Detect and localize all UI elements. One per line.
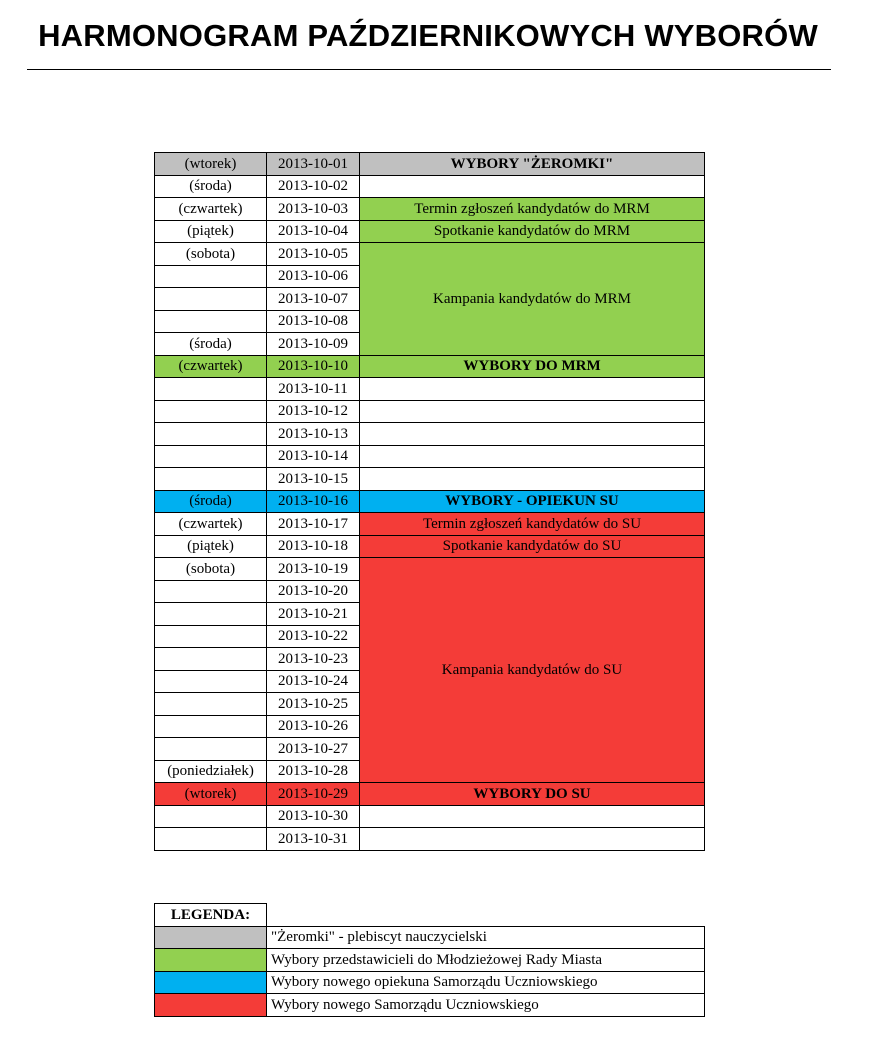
day-cell: (piątek) bbox=[155, 220, 267, 243]
date-cell: 2013-10-10 bbox=[267, 355, 360, 378]
event-cell: Termin zgłoszeń kandydatów do MRM bbox=[360, 198, 705, 221]
event-cell: Spotkanie kandydatów do SU bbox=[360, 535, 705, 558]
day-cell bbox=[155, 265, 267, 288]
day-cell bbox=[155, 828, 267, 851]
legend-row bbox=[155, 971, 705, 994]
event-cell bbox=[360, 468, 705, 491]
day-cell bbox=[155, 648, 267, 671]
day-cell bbox=[155, 423, 267, 446]
table-row bbox=[155, 468, 705, 491]
day-cell: (sobota) bbox=[155, 243, 267, 266]
date-cell: 2013-10-26 bbox=[267, 715, 360, 738]
date-cell: 2013-10-08 bbox=[267, 310, 360, 333]
event-cell: Kampania kandydatów do MRM bbox=[360, 243, 705, 356]
day-cell bbox=[155, 715, 267, 738]
table-row bbox=[155, 423, 705, 446]
legend-label: "Żeromki" - plebiscyt nauczycielski bbox=[267, 926, 705, 949]
date-cell: 2013-10-13 bbox=[267, 423, 360, 446]
date-cell: 2013-10-19 bbox=[267, 558, 360, 581]
table-row bbox=[155, 828, 705, 851]
table-row bbox=[155, 535, 705, 558]
day-cell bbox=[155, 738, 267, 761]
event-cell bbox=[360, 400, 705, 423]
title-underline bbox=[27, 69, 831, 70]
table-row bbox=[155, 558, 705, 581]
day-cell bbox=[155, 625, 267, 648]
legend-row bbox=[155, 994, 705, 1017]
event-cell: Spotkanie kandydatów do MRM bbox=[360, 220, 705, 243]
table-row bbox=[155, 355, 705, 378]
date-cell: 2013-10-16 bbox=[267, 490, 360, 513]
date-cell: 2013-10-14 bbox=[267, 445, 360, 468]
table-row bbox=[155, 378, 705, 401]
legend-label: Wybory nowego Samorządu Uczniowskiego bbox=[267, 994, 705, 1017]
event-cell: WYBORY DO MRM bbox=[360, 355, 705, 378]
legend-row bbox=[155, 949, 705, 972]
day-cell: (wtorek) bbox=[155, 783, 267, 806]
table-row bbox=[155, 400, 705, 423]
table-row bbox=[155, 198, 705, 221]
day-cell bbox=[155, 580, 267, 603]
day-cell: (środa) bbox=[155, 333, 267, 356]
table-row bbox=[155, 490, 705, 513]
day-cell bbox=[155, 310, 267, 333]
date-cell: 2013-10-05 bbox=[267, 243, 360, 266]
event-cell: WYBORY "ŻEROMKI" bbox=[360, 153, 705, 176]
legend-swatch-blue bbox=[155, 971, 267, 994]
legend-row bbox=[155, 926, 705, 949]
date-cell: 2013-10-25 bbox=[267, 693, 360, 716]
date-cell: 2013-10-04 bbox=[267, 220, 360, 243]
legend-swatch-green bbox=[155, 949, 267, 972]
event-cell: Termin zgłoszeń kandydatów do SU bbox=[360, 513, 705, 536]
event-cell: Kampania kandydatów do SU bbox=[360, 558, 705, 783]
event-cell bbox=[360, 445, 705, 468]
event-cell bbox=[360, 828, 705, 851]
day-cell bbox=[155, 400, 267, 423]
day-cell: (czwartek) bbox=[155, 355, 267, 378]
date-cell: 2013-10-27 bbox=[267, 738, 360, 761]
date-cell: 2013-10-07 bbox=[267, 288, 360, 311]
page-title: HARMONOGRAM PAŹDZIERNIKOWYCH WYBORÓW bbox=[38, 18, 818, 53]
day-cell bbox=[155, 378, 267, 401]
date-cell: 2013-10-09 bbox=[267, 333, 360, 356]
legend-table bbox=[154, 903, 705, 1017]
day-cell bbox=[155, 805, 267, 828]
legend-heading: LEGENDA: bbox=[155, 904, 267, 927]
date-cell: 2013-10-03 bbox=[267, 198, 360, 221]
date-cell: 2013-10-29 bbox=[267, 783, 360, 806]
day-cell: (poniedziałek) bbox=[155, 760, 267, 783]
date-cell: 2013-10-31 bbox=[267, 828, 360, 851]
date-cell: 2013-10-15 bbox=[267, 468, 360, 491]
date-cell: 2013-10-11 bbox=[267, 378, 360, 401]
event-cell bbox=[360, 175, 705, 198]
date-cell: 2013-10-30 bbox=[267, 805, 360, 828]
legend-label: Wybory przedstawicieli do Młodzieżowej Rady Miasta bbox=[267, 949, 705, 972]
date-cell: 2013-10-24 bbox=[267, 670, 360, 693]
date-cell: 2013-10-01 bbox=[267, 153, 360, 176]
date-cell: 2013-10-06 bbox=[267, 265, 360, 288]
date-cell: 2013-10-23 bbox=[267, 648, 360, 671]
date-cell: 2013-10-18 bbox=[267, 535, 360, 558]
day-cell bbox=[155, 603, 267, 626]
event-cell bbox=[360, 805, 705, 828]
table-row bbox=[155, 783, 705, 806]
event-cell bbox=[360, 378, 705, 401]
day-cell: (sobota) bbox=[155, 558, 267, 581]
table-row bbox=[155, 243, 705, 266]
legend-swatch-red bbox=[155, 994, 267, 1017]
day-cell: (piątek) bbox=[155, 535, 267, 558]
table-row bbox=[155, 153, 705, 176]
day-cell: (wtorek) bbox=[155, 153, 267, 176]
table-row bbox=[155, 805, 705, 828]
legend-swatch-gray bbox=[155, 926, 267, 949]
legend-header-blank bbox=[267, 904, 705, 927]
table-row bbox=[155, 220, 705, 243]
table-row bbox=[155, 445, 705, 468]
day-cell bbox=[155, 445, 267, 468]
event-cell bbox=[360, 423, 705, 446]
legend-label: Wybory nowego opiekuna Samorządu Uczniowskiego bbox=[267, 971, 705, 994]
event-cell: WYBORY - OPIEKUN SU bbox=[360, 490, 705, 513]
day-cell: (czwartek) bbox=[155, 198, 267, 221]
date-cell: 2013-10-20 bbox=[267, 580, 360, 603]
day-cell: (środa) bbox=[155, 490, 267, 513]
day-cell: (czwartek) bbox=[155, 513, 267, 536]
schedule-table bbox=[154, 152, 705, 851]
date-cell: 2013-10-22 bbox=[267, 625, 360, 648]
day-cell: (środa) bbox=[155, 175, 267, 198]
date-cell: 2013-10-12 bbox=[267, 400, 360, 423]
table-row bbox=[155, 513, 705, 536]
table-row bbox=[155, 175, 705, 198]
date-cell: 2013-10-28 bbox=[267, 760, 360, 783]
day-cell bbox=[155, 693, 267, 716]
date-cell: 2013-10-21 bbox=[267, 603, 360, 626]
day-cell bbox=[155, 468, 267, 491]
date-cell: 2013-10-02 bbox=[267, 175, 360, 198]
day-cell bbox=[155, 288, 267, 311]
legend-header-row bbox=[155, 904, 705, 927]
day-cell bbox=[155, 670, 267, 693]
date-cell: 2013-10-17 bbox=[267, 513, 360, 536]
event-cell: WYBORY DO SU bbox=[360, 783, 705, 806]
